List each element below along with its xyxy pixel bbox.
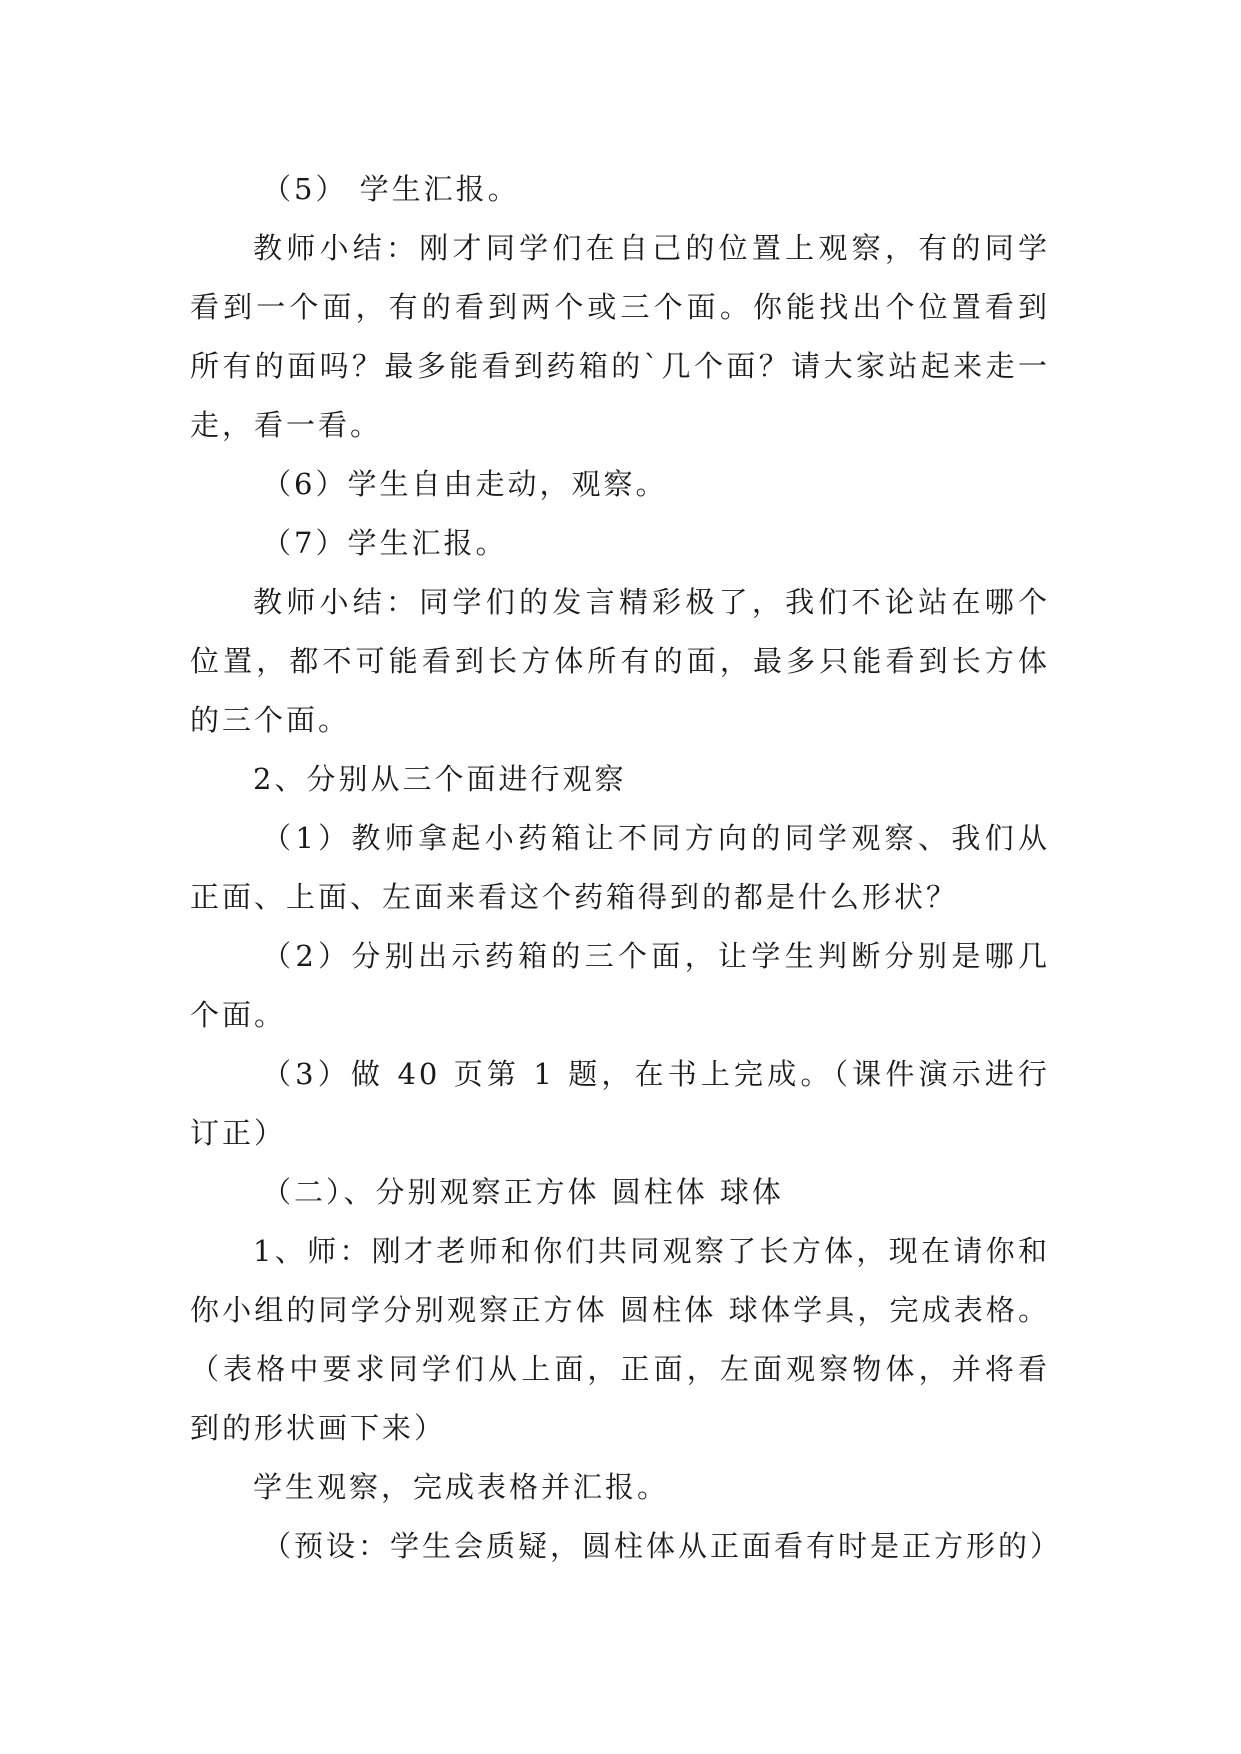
paragraph-step-6: （6）学生自由走动，观察。: [262, 467, 668, 501]
paragraph-section-two-heading: （二）、分别观察正方体 圆柱体 球体: [262, 1175, 784, 1209]
paragraph-teacher-summary-2: 教师小结：同学们的发言精彩极了，我们不论站在哪个位置，都不可能看到长方体所有的面，最多只能看到长方体的三个面。: [190, 585, 1050, 737]
paragraph-substep-2: （2）分别出示药箱的三个面，让学生判断分别是哪几个面。: [190, 939, 1050, 1032]
document-body: [190, 160, 1063, 1576]
paragraph-step-5: （5） 学生汇报。: [262, 172, 520, 206]
paragraph-step-7: （7）学生汇报。: [262, 526, 508, 560]
paragraph-section-2-heading: 2、分别从三个面进行观察: [253, 762, 627, 796]
paragraph-substep-3: （3）做 40 页第 1 题，在书上完成。（课件演示进行订正）: [190, 1057, 1050, 1150]
paragraph-preset-note: （预设：学生会质疑，圆柱体从正面看有时是正方形的）: [262, 1529, 1063, 1563]
paragraph-student-observe: 学生观察，完成表格并汇报。: [253, 1470, 670, 1504]
paragraph-substep-1: （1）教师拿起小药箱让不同方向的同学观察、我们从正面、上面、左面来看这个药箱得到的都是什么形状？: [190, 821, 1050, 914]
paragraph-teacher-instruction: 1、师：刚才老师和你们共同观察了长方体，现在请你和你小组的同学分别观察正方体 圆柱体 球体学具，完成表格。（表格中要求同学们从上面，正面，左面观察物体，并将看到的形状画下来）: [190, 1234, 1050, 1445]
paragraph-teacher-summary-1: 教师小结：刚才同学们在自己的位置上观察，有的同学看到一个面，有的看到两个或三个面。你能找出个位置看到所有的面吗？最多能看到药箱的`几个面？请大家站起来走一走，看一看。: [190, 231, 1050, 442]
